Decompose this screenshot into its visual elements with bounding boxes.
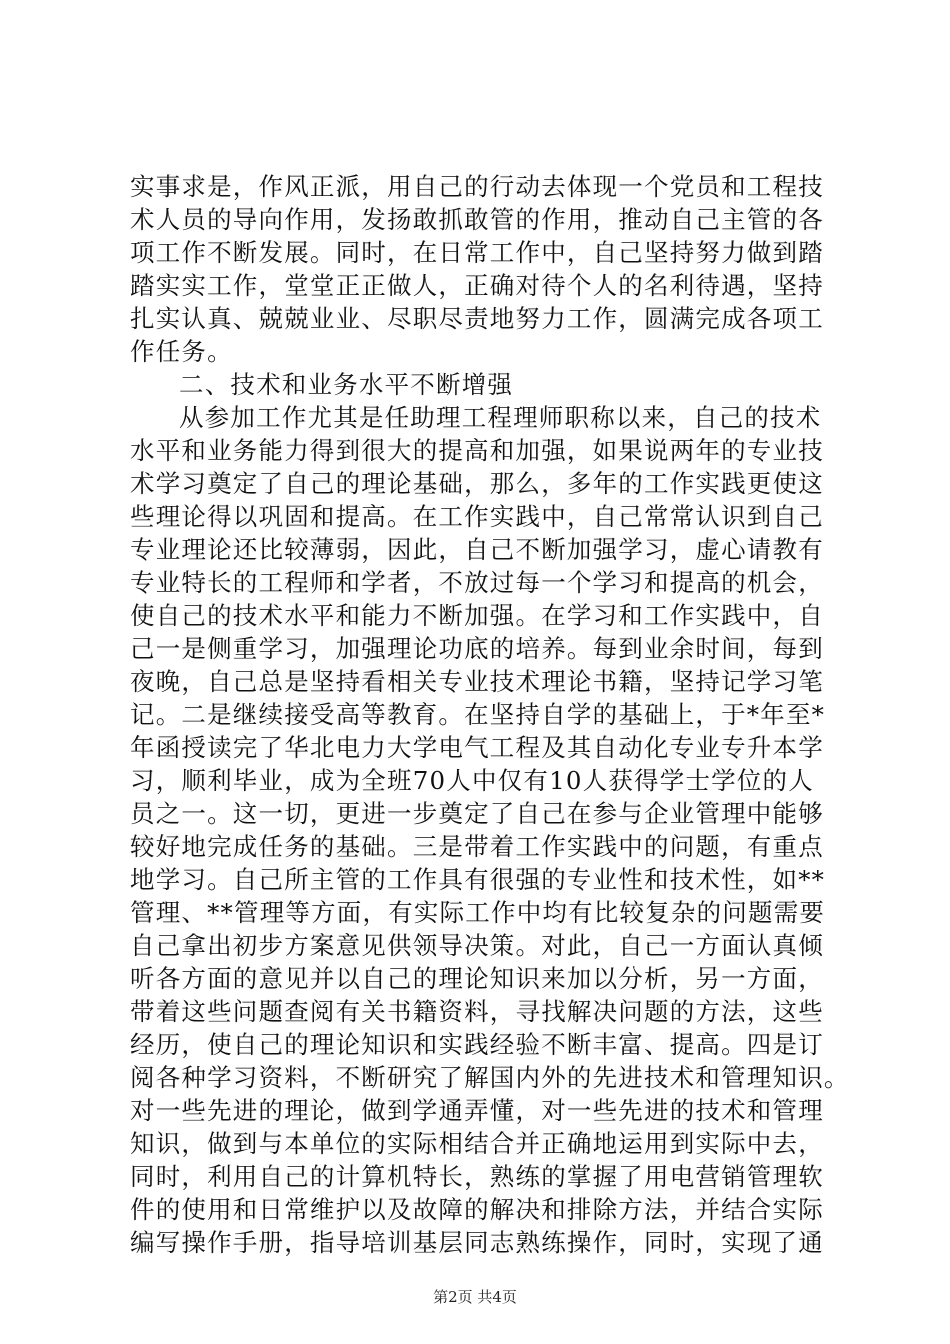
text-line: 扎实认真、兢兢业业、尽职尽责地努力工作，圆满完成各项工 xyxy=(130,304,824,333)
text-line: 记。二是继续接受高等教育。在坚持自学的基础上，于*年至* xyxy=(130,700,826,729)
text-line: 带着这些问题查阅有关书籍资料，寻找解决问题的方法，这些 xyxy=(130,997,824,1026)
text-line: 实事求是，作风正派，用自己的行动去体现一个党员和工程技 xyxy=(130,172,824,201)
text-line: 专业特长的工程师和学者，不放过每一个学习和提高的机会， xyxy=(130,568,824,597)
text-line: 术人员的导向作用，发扬敢抓敢管的作用，推动自己主管的各 xyxy=(130,205,824,234)
text-line: 阅各种学习资料，不断研究了解国内外的先进技术和管理知识。 xyxy=(130,1063,850,1092)
text-line: 同时，利用自己的计算机特长，熟练的掌握了用电营销管理软 xyxy=(130,1162,824,1191)
page-footer: 第2页 共4页 xyxy=(433,1288,517,1306)
body-text xyxy=(130,170,850,1259)
text-line: 知识，做到与本单位的实际相结合并正确地运用到实际中去， xyxy=(130,1129,824,1158)
text-line: 年函授读完了华北电力大学电气工程及其自动化专业专升本学 xyxy=(130,733,824,762)
text-line: 水平和业务能力得到很大的提高和加强，如果说两年的专业技 xyxy=(130,436,824,465)
paragraph-first-line: 从参加工作尤其是任助理工程理师职称以来，自己的技术 xyxy=(179,403,822,432)
text-line: 踏实实工作，堂堂正正做人，正确对待个人的名利待遇，坚持 xyxy=(130,271,824,300)
text-line: 员之一。这一切，更进一步奠定了自己在参与企业管理中能够 xyxy=(130,799,824,828)
section-heading: 二、技术和业务水平不断增强 xyxy=(179,370,514,399)
text-line: 己一是侧重学习，加强理论功底的培养。每到业余时间，每到 xyxy=(130,634,824,663)
text-line: 使自己的技术水平和能力不断加强。在学习和工作实践中，自 xyxy=(130,601,824,630)
text-line: 编写操作手册，指导培训基层同志熟练操作，同时，实现了通 xyxy=(130,1228,824,1257)
text-line: 自己拿出初步方案意见供领导决策。对此，自己一方面认真倾 xyxy=(130,931,824,960)
text-line: 地学习。自己所主管的工作具有很强的专业性和技术性，如** xyxy=(130,865,826,894)
text-line: 习，顺利毕业，成为全班70人中仅有10人获得学士学位的人 xyxy=(130,766,814,795)
text-line: 较好地完成任务的基础。三是带着工作实践中的问题，有重点 xyxy=(130,832,824,861)
text-line: 些理论得以巩固和提高。在工作实践中，自己常常认识到自己 xyxy=(130,502,824,531)
text-line: 件的使用和日常维护以及故障的解决和排除方法，并结合实际 xyxy=(130,1195,824,1224)
text-line: 术学习奠定了自己的理论基础，那么，多年的工作实践更使这 xyxy=(130,469,824,498)
text-line: 管理、**管理等方面，有实际工作中均有比较复杂的问题需要 xyxy=(130,898,826,927)
text-line: 经历，使自己的理论知识和实践经验不断丰富、提高。四是订 xyxy=(130,1030,824,1059)
text-line: 对一些先进的理论，做到学通弄懂，对一些先进的技术和管理 xyxy=(130,1096,824,1125)
text-line: 夜晚，自己总是坚持看相关专业技术理论书籍，坚持记学习笔 xyxy=(130,667,824,696)
text-line: 作任务。 xyxy=(130,337,233,366)
text-line: 项工作不断发展。同时，在日常工作中，自己坚持努力做到踏 xyxy=(130,238,824,267)
text-line: 专业理论还比较薄弱，因此，自己不断加强学习，虚心请教有 xyxy=(130,535,824,564)
text-line: 听各方面的意见并以自己的理论知识来加以分析，另一方面， xyxy=(130,964,824,993)
